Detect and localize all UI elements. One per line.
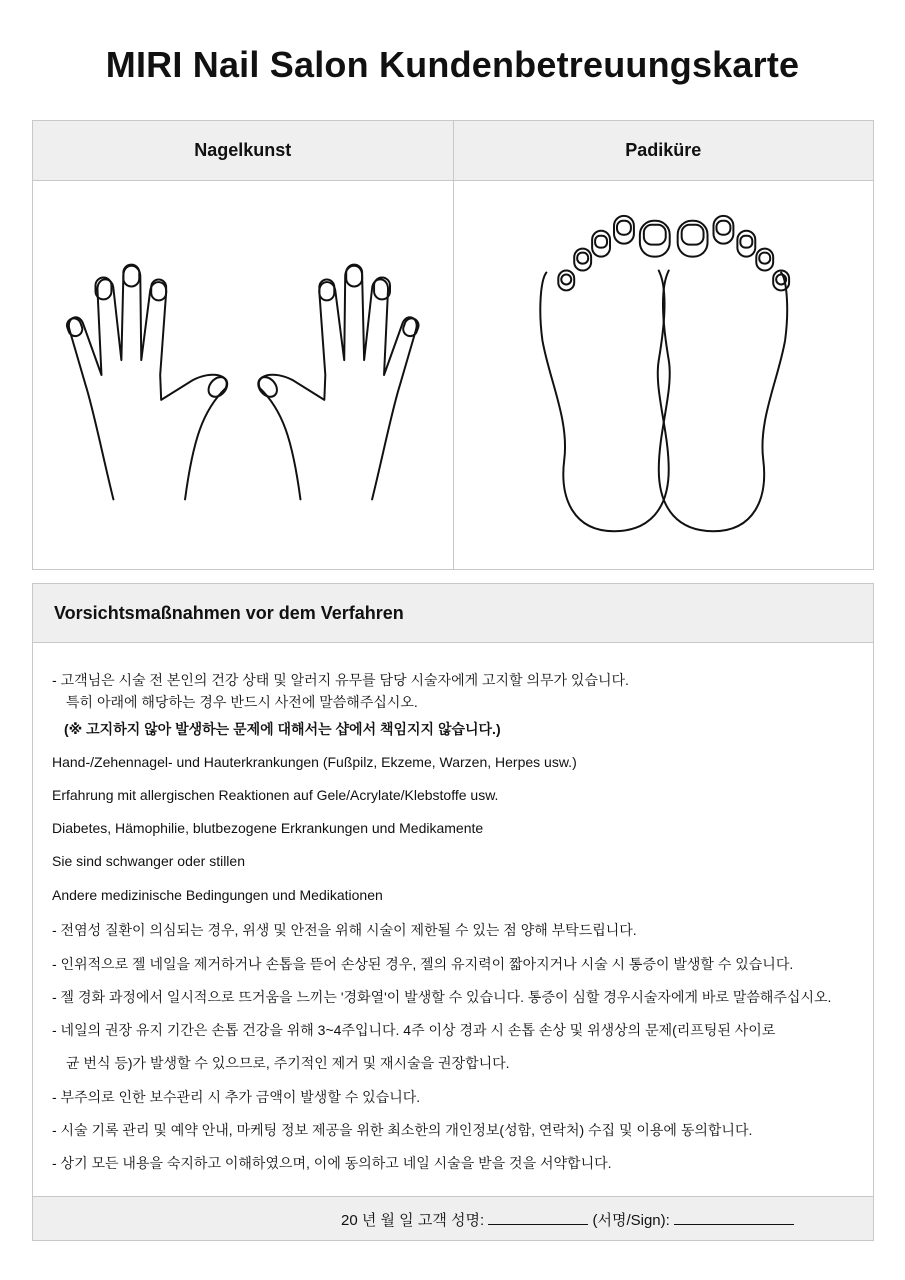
precaution-line: - 시술 기록 관리 및 예약 안내, 마케팅 정보 제공을 위한 최소한의 개인정보(성함, 연락처) 수집 및 이용에 동의합니다. <box>52 1122 753 1138</box>
signature-label: (서명/Sign): <box>592 1212 670 1229</box>
precaution-line: Diabetes, Hämophilie, blutbezogene Erkrankungen und Medikamente <box>52 820 484 836</box>
column-header-nail-art: Nagelkunst <box>33 121 453 181</box>
precaution-line: - 부주의로 인한 보수관리 시 추가 금액이 발생할 수 있습니다. <box>52 1089 421 1105</box>
pedicure-column <box>453 121 874 569</box>
nail-art-column <box>33 121 453 569</box>
precaution-line: - 상기 모든 내용을 숙지하고 이해하였으며, 이에 동의하고 네일 시술을 받을 것을 서약합니다. <box>52 1155 612 1171</box>
page-title: MIRI Nail Salon Kundenbetreuungskarte <box>105 44 800 85</box>
precaution-line: 균 번식 등)가 발생할 수 있으므로, 주기적인 제거 및 재시술을 권장합니다. <box>66 1055 510 1071</box>
signature-footer <box>33 1196 873 1240</box>
precaution-warning: (※ 고지하지 않아 발생하는 문제에 대해서는 샵에서 책임지지 않습니다.) <box>64 721 501 737</box>
precaution-line: 특히 아래에 해당하는 경우 반드시 사전에 말씀해주십시오. <box>66 694 418 710</box>
precaution-line: - 젤 경화 과정에서 일시적으로 뜨거움을 느끼는 '경화열'이 발생할 수 있습니다. 통증이 심할 경우시술자에게 바로 말씀해주십시오. <box>52 989 832 1005</box>
feet-icon <box>454 181 874 569</box>
precaution-line: Sie sind schwanger oder stillen <box>52 853 245 869</box>
precautions-section <box>32 583 874 1241</box>
precaution-line: Erfahrung mit allergischen Reaktionen auf Gele/Acrylate/Klebstoffe usw. <box>52 787 499 803</box>
precautions-heading: Vorsichtsmaßnahmen vor dem Verfahren <box>33 584 873 643</box>
precaution-line: Hand-/Zehennagel- und Hauterkrankungen (Fußpilz, Ekzeme, Warzen, Herpes usw.) <box>52 754 577 770</box>
precaution-line: - 고객님은 시술 전 본인의 건강 상태 및 알러지 유무를 담당 시술자에게 고지할 의무가 있습니다. <box>52 672 629 688</box>
service-illustration-table <box>32 120 874 570</box>
precaution-line: - 인위적으로 젤 네일을 제거하거나 손톱을 뜯어 손상된 경우, 젤의 유지력이 짧아지거나 시술 시 통증이 발생할 수 있습니다. <box>52 956 794 972</box>
customer-name-field[interactable] <box>488 1212 588 1225</box>
signature-field[interactable] <box>674 1212 794 1225</box>
date-name-label: 20 년 월 일 고객 성명: <box>341 1212 485 1229</box>
precaution-line: Andere medizinische Bedingungen und Medikationen <box>52 887 383 903</box>
precaution-line: - 네일의 권장 유지 기간은 손톱 건강을 위해 3~4주입니다. 4주 이상 경과 시 손톱 손상 및 위생상의 문제(리프팅된 사이로 <box>52 1022 776 1038</box>
precaution-line: - 전염성 질환이 의심되는 경우, 위생 및 안전을 위해 시술이 제한될 수 있는 점 양해 부탁드립니다. <box>52 922 637 938</box>
hands-icon <box>33 181 453 569</box>
column-header-pedicure: Padiküre <box>454 121 874 181</box>
